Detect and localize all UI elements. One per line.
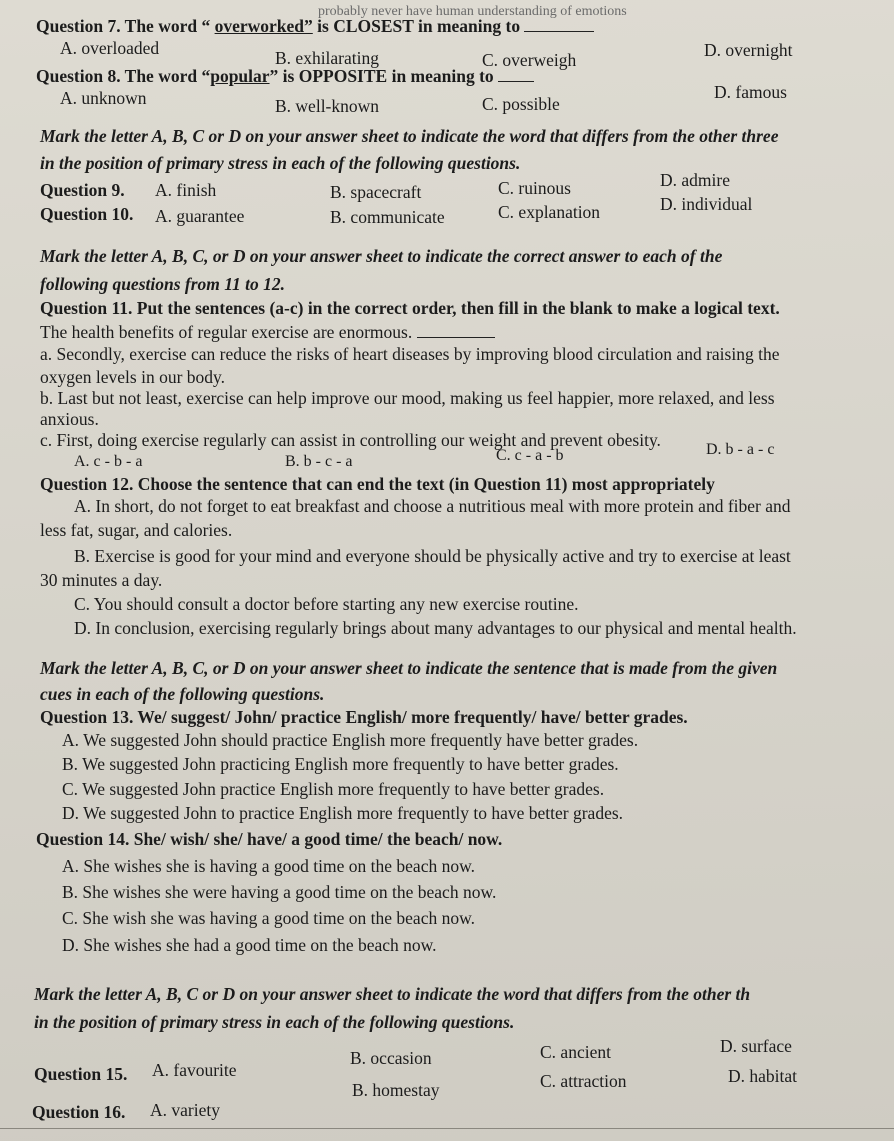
top-fragment: probably never have human understanding of emotions bbox=[318, 4, 627, 19]
instruction-stress-line-2: in the position of primary stress in each of the following questions. bbox=[40, 153, 521, 173]
q8-stem bbox=[36, 66, 534, 86]
q12-option-a-line-1[interactable]: A. In short, do not forget to eat breakfast and choose a nutritious meal with more protein and fiber and bbox=[74, 496, 791, 516]
q9-option-c[interactable]: C. ruinous bbox=[498, 178, 571, 198]
q10-option-c[interactable]: C. explanation bbox=[498, 202, 601, 222]
q7-option-d[interactable]: D. overnight bbox=[704, 40, 793, 60]
q11-intro bbox=[40, 322, 495, 342]
q8-option-a[interactable]: A. unknown bbox=[60, 88, 147, 108]
q16-label: Question 16. bbox=[32, 1102, 126, 1122]
q15-option-d[interactable]: D. surface bbox=[720, 1036, 792, 1056]
q7-stem bbox=[36, 16, 594, 36]
q14-option-a[interactable]: A. She wishes she is having a good time on the beach now. bbox=[62, 856, 475, 876]
q10-option-a[interactable]: A. guarantee bbox=[155, 206, 245, 226]
q9-label: Question 9. bbox=[40, 180, 125, 200]
q11-option-c[interactable]: C. c - a - b bbox=[496, 447, 564, 464]
q15-option-b[interactable]: B. occasion bbox=[350, 1048, 432, 1068]
q16-option-a[interactable]: A. variety bbox=[150, 1100, 220, 1120]
q12-option-d[interactable]: D. In conclusion, exercising regularly brings about many advantages to our physical and mental health. bbox=[74, 618, 797, 638]
q16-option-d[interactable]: D. habitat bbox=[728, 1066, 798, 1086]
q12-title: Question 12. Choose the sentence that can end the text (in Question 11) most appropriately bbox=[40, 474, 715, 494]
q16-option-c[interactable]: C. attraction bbox=[540, 1071, 627, 1091]
q16-option-b[interactable]: B. homestay bbox=[352, 1080, 440, 1100]
q11-line-5: c. First, doing exercise regularly can assist in controlling our weight and prevent obesity. bbox=[40, 430, 661, 450]
q7-option-a[interactable]: A. overloaded bbox=[60, 38, 160, 58]
q11-option-d[interactable]: D. b - a - c bbox=[706, 441, 775, 458]
q10-row bbox=[40, 204, 133, 224]
instruction-stress-2-line-1: Mark the letter A, B, C or D on your answer sheet to indicate the word that differs from the other th bbox=[34, 984, 751, 1004]
q13-option-d[interactable]: D. We suggested John to practice English more frequently to have better grades. bbox=[62, 803, 624, 823]
page-bottom-rule bbox=[0, 1128, 894, 1129]
q11-option-b[interactable]: B. b - c - a bbox=[285, 453, 353, 470]
q8-option-d[interactable]: D. famous bbox=[714, 82, 787, 102]
q13-option-b[interactable]: B. We suggested John practicing English more frequently to have better grades. bbox=[62, 754, 619, 774]
q12-option-c[interactable]: C. You should consult a doctor before starting any new exercise routine. bbox=[74, 594, 579, 614]
q8-option-c[interactable]: C. possible bbox=[482, 94, 560, 114]
q11-line-1: a. Secondly, exercise can reduce the risks of heart diseases by improving blood circulation and raising the bbox=[40, 344, 780, 364]
q11-title: Question 11. Put the sentences (a-c) in the correct order, then fill in the blank to make a logical text. bbox=[40, 298, 780, 318]
q11-option-a[interactable]: A. c - b - a bbox=[74, 453, 143, 470]
q15-option-a[interactable]: A. favourite bbox=[152, 1060, 237, 1080]
q7-stem-after: is CLOSEST in meaning to bbox=[312, 16, 521, 36]
q9-option-b[interactable]: B. spacecraft bbox=[330, 182, 422, 202]
q12-option-b-line-1[interactable]: B. Exercise is good for your mind and everyone should be physically active and try to exercise at least bbox=[74, 546, 791, 566]
q11-line-3: b. Last but not least, exercise can help improve our mood, making us feel happier, more relaxed, and less bbox=[40, 388, 775, 408]
instruction-correct-line-1: Mark the letter A, B, C, or D on your answer sheet to indicate the correct answer to each of the bbox=[40, 246, 723, 266]
q7-option-b[interactable]: B. exhilarating bbox=[275, 48, 380, 68]
q11-intro-text: The health benefits of regular exercise are enormous. bbox=[40, 322, 413, 342]
q9-option-d[interactable]: D. admire bbox=[660, 170, 730, 190]
q13-option-a[interactable]: A. We suggested John should practice English more frequently have better grades. bbox=[62, 730, 639, 750]
q13-option-c[interactable]: C. We suggested John practice English more frequently to have better grades. bbox=[62, 779, 605, 799]
q7-option-c[interactable]: C. overweigh bbox=[482, 50, 577, 70]
q10-option-b[interactable]: B. communicate bbox=[330, 207, 445, 227]
q11-line-4: anxious. bbox=[40, 409, 99, 429]
q9-row bbox=[40, 180, 125, 200]
q15-label: Question 15. bbox=[34, 1064, 128, 1084]
q14-title: Question 14. She/ wish/ she/ have/ a good time/ the beach/ now. bbox=[36, 829, 503, 849]
q7-blank bbox=[524, 17, 594, 32]
q8-stem-after: ” is OPPOSITE in meaning to bbox=[269, 66, 494, 86]
instruction-stress-2-line-2: in the position of primary stress in each of the following questions. bbox=[34, 1012, 515, 1032]
q15-option-c[interactable]: C. ancient bbox=[540, 1042, 611, 1062]
q7-target-word: overworked” bbox=[214, 16, 313, 36]
q8-stem-before: Question 8. The word “ bbox=[36, 66, 211, 86]
q10-option-d[interactable]: D. individual bbox=[660, 194, 753, 214]
q10-label: Question 10. bbox=[40, 204, 134, 224]
q11-blank bbox=[417, 323, 495, 338]
q14-option-b[interactable]: B. She wishes she were having a good time on the beach now. bbox=[62, 882, 497, 902]
q8-blank bbox=[498, 67, 534, 82]
instruction-cues-line-1: Mark the letter A, B, C, or D on your answer sheet to indicate the sentence that is made from the given bbox=[40, 658, 778, 678]
q12-option-a-line-2[interactable]: less fat, sugar, and calories. bbox=[40, 520, 233, 540]
q8-target-word: popular bbox=[210, 66, 270, 86]
q14-option-c[interactable]: C. She wish she was having a good time on the beach now. bbox=[62, 908, 475, 928]
q14-option-d[interactable]: D. She wishes she had a good time on the beach now. bbox=[62, 935, 437, 955]
q8-option-b[interactable]: B. well-known bbox=[275, 96, 380, 116]
instruction-cues-line-2: cues in each of the following questions. bbox=[40, 684, 325, 704]
instruction-correct-line-2: following questions from 11 to 12. bbox=[40, 274, 286, 294]
q12-option-b-line-2[interactable]: 30 minutes a day. bbox=[40, 570, 163, 590]
q9-option-a[interactable]: A. finish bbox=[155, 180, 217, 200]
q11-line-2: oxygen levels in our body. bbox=[40, 367, 226, 387]
q7-stem-before: Question 7. The word “ bbox=[36, 16, 215, 36]
q13-title: Question 13. We/ suggest/ John/ practice English/ more frequently/ have/ better grades. bbox=[40, 707, 688, 727]
instruction-stress-line-1: Mark the letter A, B, C or D on your answer sheet to indicate the word that differs from the other three bbox=[40, 126, 779, 146]
